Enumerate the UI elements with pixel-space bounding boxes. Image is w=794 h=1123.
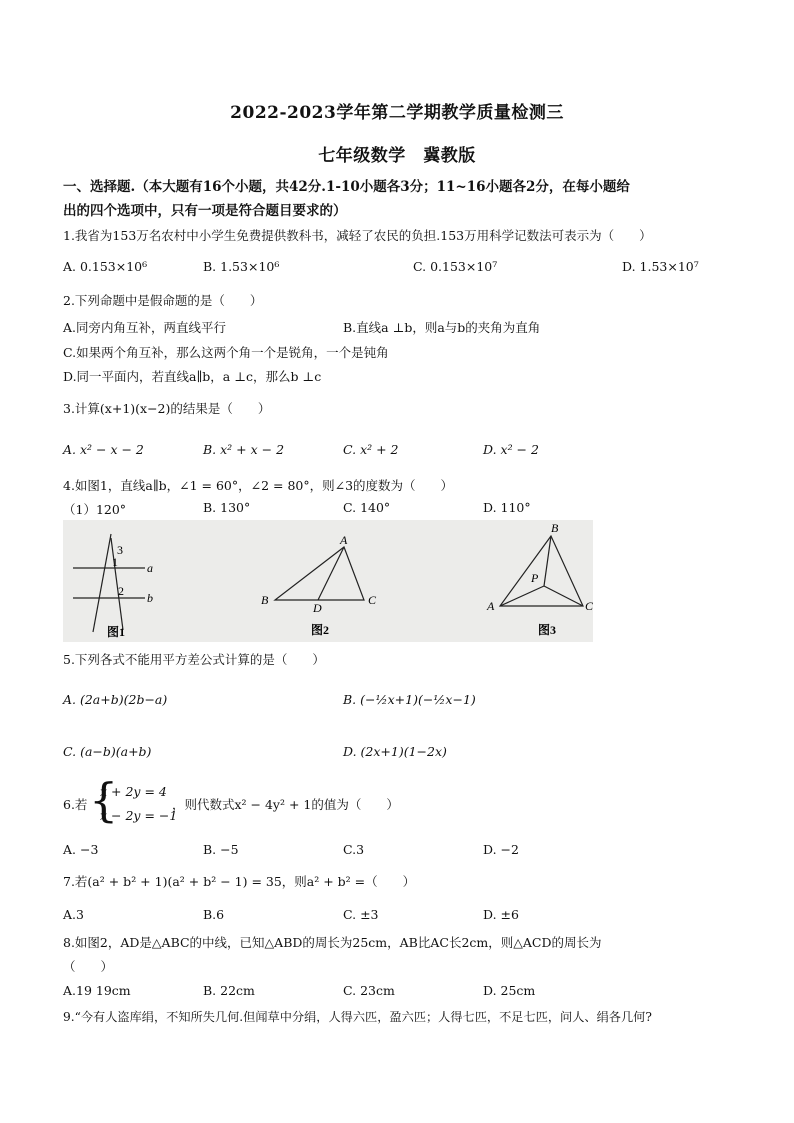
question-4-option-c: C. 140° <box>343 500 391 515</box>
question-7-option-c: C. ±3 <box>343 907 379 922</box>
fig1-label-b: b <box>147 591 153 605</box>
question-8-option-d: D. 25cm <box>483 983 536 998</box>
question-6-option-c: C.3 <box>343 842 365 857</box>
equation-system-brace: { <box>89 773 119 827</box>
question-2-option-c: C.如果两个角互补，那么这两个角一个是锐角，一个是钝角 <box>63 345 389 360</box>
fig2-caption: 图2 <box>311 623 330 637</box>
figures-drawing <box>63 520 593 642</box>
question-3-option-a: A. x² − x − 2 <box>63 442 144 457</box>
question-4-option-b: B. 130° <box>203 500 251 515</box>
question-4-option-d: D. 110° <box>483 500 531 515</box>
fig3-label-b: B <box>551 521 559 535</box>
question-5-option-a: A. (2a+b)(2b−a) <box>63 692 168 707</box>
question-1-option-c: C. 0.153×10⁷ <box>413 259 498 274</box>
fig2-label-c: C <box>368 593 377 607</box>
question-6-prefix: 6.若 <box>63 797 88 812</box>
question-1-option-a: A. 0.153×10⁶ <box>63 259 148 274</box>
question-6-suffix: ，则代数式x² − 4y² + 1的值为（ ） <box>172 797 399 812</box>
fig3-caption: 图3 <box>538 623 557 637</box>
question-1-option-d: D. 1.53×10⁷ <box>622 259 699 274</box>
fig1-transversal-1 <box>93 534 111 632</box>
fig1-label-1: 1 <box>112 555 118 569</box>
fig3-label-c: C <box>585 599 593 613</box>
question-3-option-d: D. x² − 2 <box>483 442 539 457</box>
question-2-option-d: D.同一平面内，若直线a∥b，a ⊥c，那么b ⊥c <box>63 369 322 384</box>
figure-3 <box>500 536 583 606</box>
question-5-stem: 5.下列各式不能用平方差公式计算的是（ ） <box>63 652 325 667</box>
question-8-option-a: A.19 19cm <box>63 983 131 998</box>
fig3-segment-cp <box>544 586 583 606</box>
question-5-option-b: B. (−½x+1)(−½x−1) <box>343 692 476 707</box>
page-title: 2022-2023学年第二学期教学质量检测三 <box>230 103 564 123</box>
question-7-option-b: B.6 <box>203 907 225 922</box>
section-heading-line1: 一、选择题.（本大题有16个小题，共42分.1-10小题各3分；11~16小题各2分，在每小题给 <box>63 179 630 195</box>
figure-2 <box>275 547 364 600</box>
question-6-equation-2: x − 2y = −1 <box>100 808 178 823</box>
question-6-option-d: D. −2 <box>483 842 519 857</box>
question-3-option-b: B. x² + x − 2 <box>203 442 285 457</box>
page-subtitle: 七年级数学 冀教版 <box>318 146 476 166</box>
question-7-option-a: A.3 <box>63 907 84 922</box>
question-7-option-d: D. ±6 <box>483 907 519 922</box>
question-3-stem: 3.计算(x+1)(x−2)的结果是（ ） <box>63 401 271 416</box>
figures-strip <box>63 520 593 642</box>
question-2-option-b: B.直线a ⊥b，则a与b的夹角为直角 <box>343 320 541 335</box>
question-5-option-d: D. (2x+1)(1−2x) <box>343 744 447 759</box>
fig2-triangle-abc <box>275 547 364 600</box>
fig2-label-a: A <box>340 533 348 547</box>
question-8-stem-continued: （ ） <box>63 959 114 974</box>
figure-1 <box>73 534 145 632</box>
fig1-label-a: a <box>147 561 153 575</box>
question-6-equation-1: x + 2y = 4 <box>100 784 167 799</box>
question-4-option-a: （1）120° <box>63 502 127 517</box>
question-9-stem: 9.“今有人盗库绢，不知所失几何.但闻草中分绢，人得六匹，盈六匹；人得七匹，不足七匹，问人、绢各几何? <box>63 1010 652 1024</box>
question-8-stem: 8.如图2，AD是△ABC的中线，已知△ABD的周长为25cm，AB比AC长2cm，则△ACD的周长为 <box>63 935 602 950</box>
fig2-label-d: D <box>313 601 322 615</box>
fig3-triangle-abc <box>500 536 583 606</box>
question-1-option-b: B. 1.53×10⁶ <box>203 259 280 274</box>
question-8-option-c: C. 23cm <box>343 983 395 998</box>
question-4-stem: 4.如图1，直线a∥b，∠1 = 60°，∠2 = 80°，则∠3的度数为（ ） <box>63 478 454 493</box>
question-5-option-c: C. (a−b)(a+b) <box>63 744 152 759</box>
fig2-label-b: B <box>261 593 269 607</box>
question-2-option-a: A.同旁内角互补，两直线平行 <box>63 320 227 335</box>
fig1-label-3: 3 <box>117 543 123 557</box>
question-3-option-c: C. x² + 2 <box>343 442 399 457</box>
question-7-stem: 7.若(a² + b² + 1)(a² + b² − 1) = 35，则a² + b² =（ ） <box>63 874 416 889</box>
fig1-caption: 图1 <box>107 625 126 639</box>
question-8-option-b: B. 22cm <box>203 983 255 998</box>
question-6-option-a: A. −3 <box>63 842 99 857</box>
question-2-stem: 2.下列命题中是假命题的是（ ） <box>63 293 263 308</box>
fig3-label-p: P <box>531 571 539 585</box>
fig2-median-ad <box>318 547 344 600</box>
fig3-label-a: A <box>487 599 495 613</box>
fig1-label-2: 2 <box>118 584 124 598</box>
question-6-option-b: B. −5 <box>203 842 239 857</box>
section-heading-line2: 出的四个选项中，只有一项是符合题目要求的） <box>63 203 347 219</box>
question-1-stem: 1.我省为153万名农村中小学生免费提供教科书，减轻了农民的负担.153万用科学记数法可表示为（ ） <box>63 228 652 243</box>
